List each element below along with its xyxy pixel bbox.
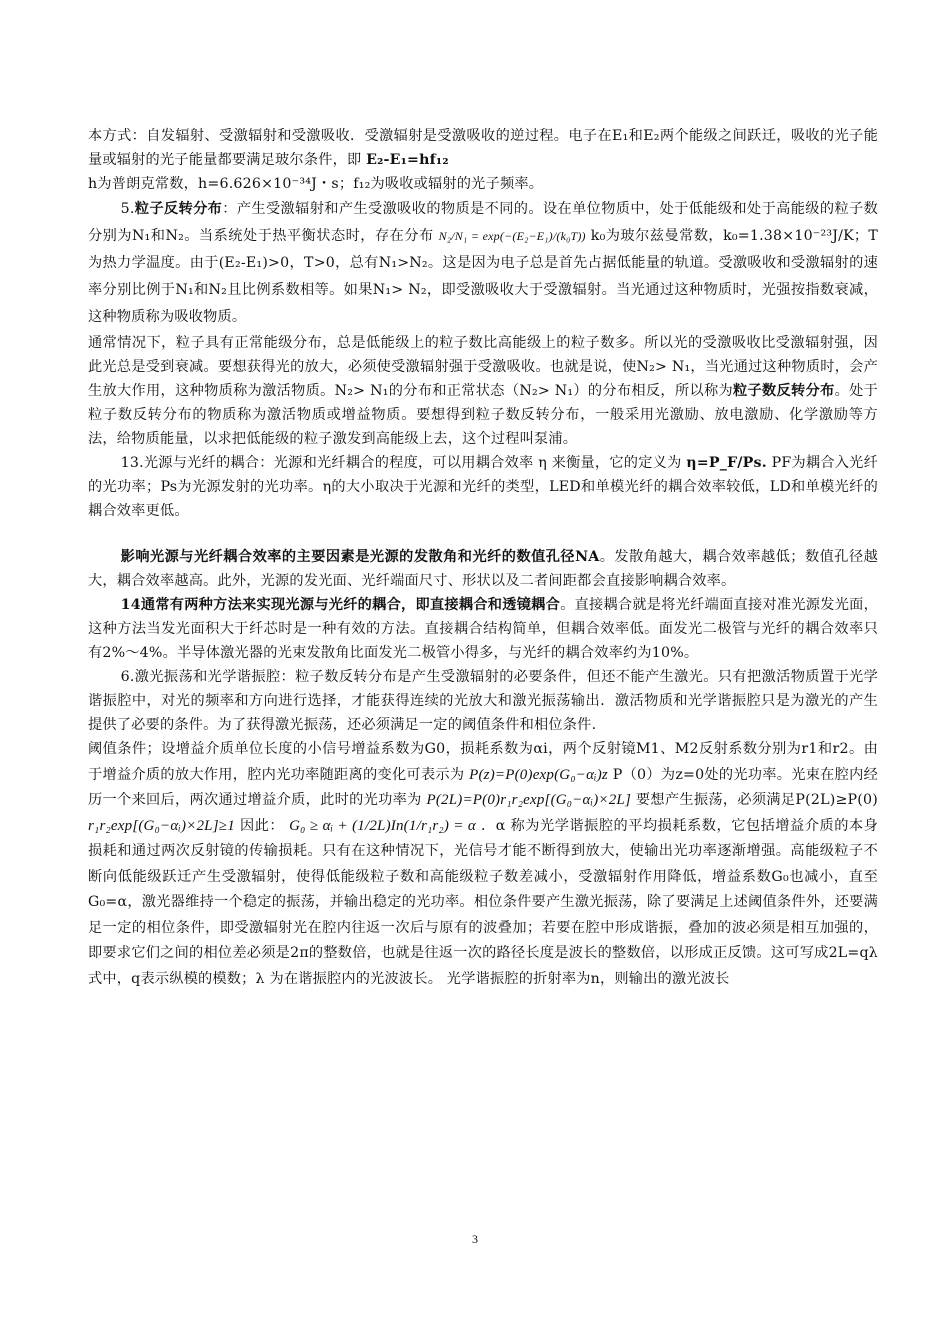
text: 阈值条件；设增益介质单位长度的小信号增益系数为G0，损耗系数为αi，两个反射镜M1、M2反射系数分别为r1和r2。由于增益介质的放大作用，腔内光功率随距离的变化可表示为 <box>88 741 878 783</box>
threshold-gain-formula: G₀ ≥ αᵢ + (1/2L)In(1/r₁r₂) = α <box>289 817 476 834</box>
page-number: 3 <box>472 1232 478 1246</box>
paragraph-coupling-efficiency <box>88 451 878 523</box>
round-trip-power-formula: P(2L)=P(0)r₁r₂exp[(G₀−αᵢ)×2L] <box>426 792 631 808</box>
text: 。发散角越大，耦合效率越低；数值孔径越大，耦合效率越高。此外，光源的发光面、光纤端面尺寸、形状以及二者间距都会直接影响耦合效率。 <box>88 549 878 589</box>
paragraph-coupling-methods <box>88 593 878 665</box>
text: 6.激光振荡和光学谐振腔：粒子数反转分布是产生受激辐射的必要条件，但还不能产生激光。只有把激活物质置于光学谐振腔中，对光的频率和方向进行选择，才能获得连续的光放大和激光振荡输出．激活物质和光学谐振腔只是为激光的产生提供了必要的条件。为了获得激光振荡，还必须满足一定的阈值条件和相位条件. <box>88 669 878 733</box>
boltzmann-distribution-formula: N₂/N₁ = exp(−(E₂−E₁)/(k₀T)) <box>438 229 586 243</box>
page-body <box>88 124 878 992</box>
section-heading: 粒子反转分布 <box>134 201 223 217</box>
text: 本方式：自发辐射、受激辐射和受激吸收．受激辐射是受激吸收的逆过程。电子在E₁和E₂两个能级之间跃迁，吸收的光子能量或辐射的光子能量都要满足玻尔条件，即 <box>88 128 878 168</box>
text: h为普朗克常数，h=6.626×10⁻³⁴J・s；f₁₂为吸收或辐射的光子频率。 <box>88 176 544 192</box>
text: PF为耦合入光纤的光功率；Ps为光源发射的光功率。η的大小取决于光源和光纤的类型，LED和单模光纤的耦合效率较低，LD和单模光纤的耦合效率更低。 <box>88 455 878 519</box>
text: P（0）为z=0处的光功率。光束在腔内经历一个来回后，两次通过增益介质，此时的光功率为 <box>88 766 878 808</box>
efficiency-formula: η=P_F/Ps. <box>686 455 767 471</box>
section-number: 5. <box>120 201 135 217</box>
paragraph-emission-types <box>88 124 878 172</box>
power-propagation-formula: P(z)=P(0)exp(G₀−αᵢ)z <box>469 766 608 783</box>
text: 要想产生振荡，必须满足P(2L)≥P(0) <box>635 792 878 808</box>
key-term: 粒子数反转分布 <box>733 383 835 399</box>
key-statement: 14通常有两种方法来实现光源与光纤的耦合，即直接耦合和透镜耦合 <box>120 597 561 613</box>
spacer <box>88 523 878 545</box>
key-statement: 影响光源与光纤耦合效率的主要因素是光源的发散角和光纤的数值孔径NA <box>120 549 600 565</box>
oscillation-condition-formula: r₁r₂exp[(G₀−αᵢ)×2L]≥1 <box>88 817 235 834</box>
text: 。直接耦合就是将光纤端面直接对准光源发光面，这种方法当发光面积大于纤芯时是一种有效的方法。直接耦合结构简单，但耦合效率低。面发光二极管与光纤的耦合效率只有2%～4%。半导体激光器的光束发散角比面发光二极管小得多，与光纤的耦合效率约为10%。 <box>88 597 878 661</box>
text: 通常情况下，粒子具有正常能级分布，总是低能级上的粒子数比高能级上的粒子数多。所以光的受激吸收比受激辐射强，因此光总是受到衰减。要想获得光的放大，必须使受激辐射强于受激吸收。也就是说，使N₂> N₁，当光通过这种物质时，会产生放大作用，这种物质称为激活物质。N₂> N₁的分布和正常状态（N₂> N₁）的分布相反，所以称为 <box>88 335 878 399</box>
paragraph-inversion-explanation <box>88 331 878 451</box>
paragraph-threshold-condition <box>88 737 878 992</box>
text: k₀为玻尔兹曼常数，k₀=1.38×10⁻²³J/K；T为热力学温度。由于(E₂-E₁)>0，T>0，总有N₁>N₂。这是因为电子总是首先占据低能量的轨道。受激吸收和受激辐射的速率分别比例于N₁和N₂且比例系数相等。如果N₁> N₂，即受激吸收大于受激辐射。当光通过这种物质时，光强按指数衰减，这种物质称为吸收物质。 <box>88 228 878 325</box>
text: ．α 称为光学谐振腔的平均损耗系数，它包括增益介质的本身损耗和通过两次反射镜的传输损耗。只有在这种情况下，光信号才能不断得到放大，使输出光功率逐渐增强。高能级粒子不断向低能级跃迁产生受激辐射，使得低能级粒子数和高能级粒子数差减小，受激辐射作用降低，增益系数G₀也减小，直至G₀=α，激光器维持一个稳定的振荡，并输出稳定的光功率。相位条件要产生激光振荡，除了要满足上述阈值条件外，还要满足一定的相位条件，即受激辐射光在腔内往返一次后与原有的波叠加；若要在腔中形成谐振，叠加的波必须是相互加强的，即要求它们之间的相位差必须是2π的整数倍，也就是往返一次的路径长度是波长的整数倍，以形成正反馈。这可写成2L=qλ 式中，q表示纵模的模数；λ 为在谐振腔内的光波波长。 光学谐振腔的折射率为n，则输出的激光波长 <box>88 817 879 987</box>
bohr-condition-formula: E₂-E₁=hf₁₂ <box>366 152 449 168</box>
text: 因此： <box>239 817 285 834</box>
paragraph-coupling-factors <box>88 545 878 593</box>
paragraph-population-inversion <box>88 196 878 331</box>
paragraph-planck <box>88 172 878 196</box>
text: 13.光源与光纤的耦合：光源和光纤耦合的程度，可以用耦合效率 η 来衡量，它的定义为 <box>120 455 687 471</box>
text: ：产生受激辐射和产生受激吸收的物质是不同的。设在单位物质中，处于低能级和处于高能级的粒子数分别为N₁和N₂。当系统处于热平衡状态时，存在分布 <box>88 201 878 244</box>
paragraph-laser-oscillation <box>88 665 878 737</box>
text: 。处于粒子数反转分布的物质称为激活物质或增益物质。要想得到粒子数反转分布，一般采用光激励、放电激励、化学激励等方法，给物质能量，以求把低能级的粒子激发到高能级上去，这个过程叫泵浦。 <box>88 383 878 447</box>
